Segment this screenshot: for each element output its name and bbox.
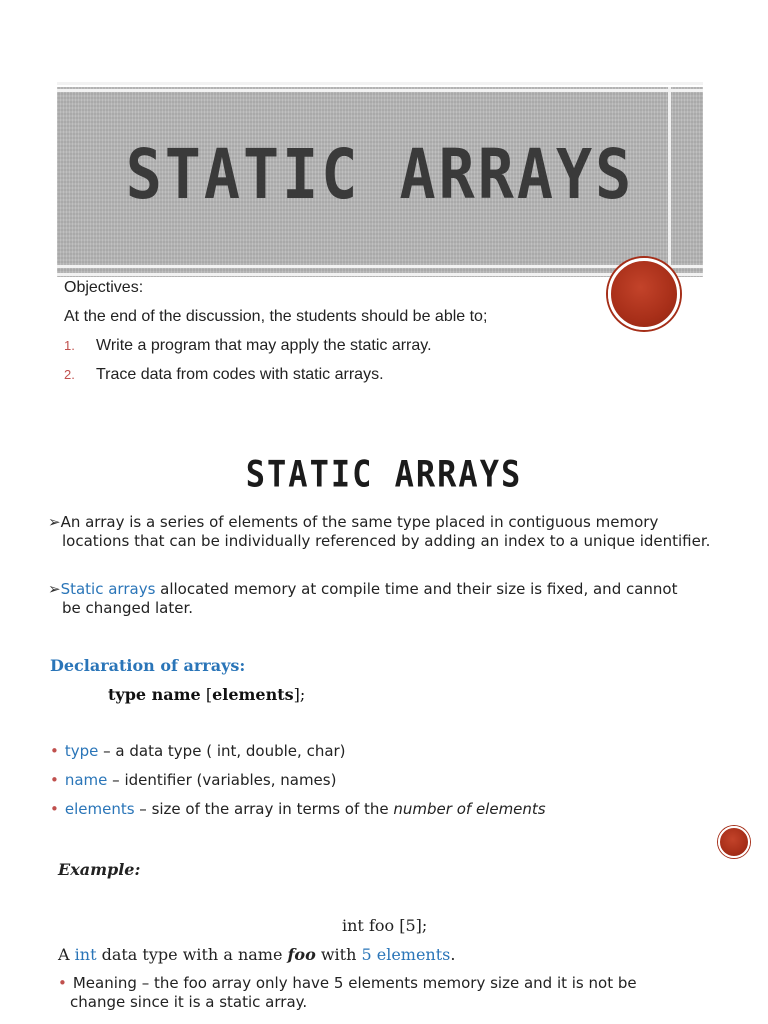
term-item [50,771,336,789]
term-label: name [64,771,108,789]
term-item [50,800,546,818]
definition-line: An array is a series of elements of the same type placed in contiguous memory [60,513,659,531]
static-definition-continuation: be changed later. [62,599,194,617]
static-definition-line: allocated memory at compile time and their size is fixed, and cannot [155,580,678,598]
desc-end: . [450,945,456,964]
banner-top-line [57,82,703,85]
red-circle-icon [718,826,750,858]
syntax-close: ]; [293,685,306,704]
objective-number: 1. [64,338,75,353]
term-italic: number of elements [393,800,546,818]
syntax-open: [ [200,685,213,704]
declaration-syntax [108,685,305,704]
desc-with: with [315,945,362,964]
term-description: – identifier (variables, names) [107,771,337,789]
term-label: elements [64,800,135,818]
objectives-intro: At the end of the discussion, the students should be able to; [64,308,488,325]
term-item [50,742,346,760]
objective-text: Trace data from codes with static arrays. [96,366,384,383]
term-description: – size of the array in terms of the [134,800,394,818]
bullet-dot-icon: • [50,800,59,818]
static-arrays-term: Static arrays [60,580,156,598]
objective-item [64,366,384,384]
syntax-elements: elements [212,685,294,704]
code-sample: int foo [5]; [342,916,428,935]
syntax-type-name: type name [108,685,201,704]
slide1-title: STATIC ARRAYS [125,134,635,216]
desc-foo: foo [287,945,316,964]
meaning-line: Meaning – the foo array only have 5 elements memory size and it is not be [72,974,637,992]
banner-bottom-outer-line [57,273,703,276]
meaning-item [58,974,710,1012]
term-label: type [64,742,99,760]
banner-top-inner-line [57,89,703,92]
objective-number: 2. [64,367,75,382]
banner-bottom-line [57,265,703,268]
red-circle-icon [608,258,680,330]
bullet-dot-icon: • [50,742,59,760]
objectives-heading: Objectives: [64,279,144,296]
bullet-dot-icon: • [58,974,67,992]
desc-mid: data type with a name [96,945,288,964]
slide2-title: STATIC ARRAYS [245,452,523,496]
term-description: – a data type ( int, double, char) [98,742,346,760]
example-description [58,945,455,964]
desc-a: A [58,945,75,964]
meaning-continuation: change since it is a static array. [70,993,308,1011]
desc-int: int [74,945,97,964]
array-definition [48,513,724,551]
objective-text: Write a program that may apply the static array. [96,337,432,354]
desc-count: 5 elements [361,945,451,964]
static-array-definition [48,580,724,618]
definition-continuation: locations that can be individually referenced by adding an index to a unique identifier. [62,532,711,550]
declaration-heading: Declaration of arrays: [50,656,246,675]
bullet-dot-icon: • [50,771,59,789]
example-label: Example: [58,860,141,879]
arrow-bullet-icon: ➢ [48,513,61,531]
arrow-bullet-icon: ➢ [48,580,61,598]
objective-item [64,337,432,355]
